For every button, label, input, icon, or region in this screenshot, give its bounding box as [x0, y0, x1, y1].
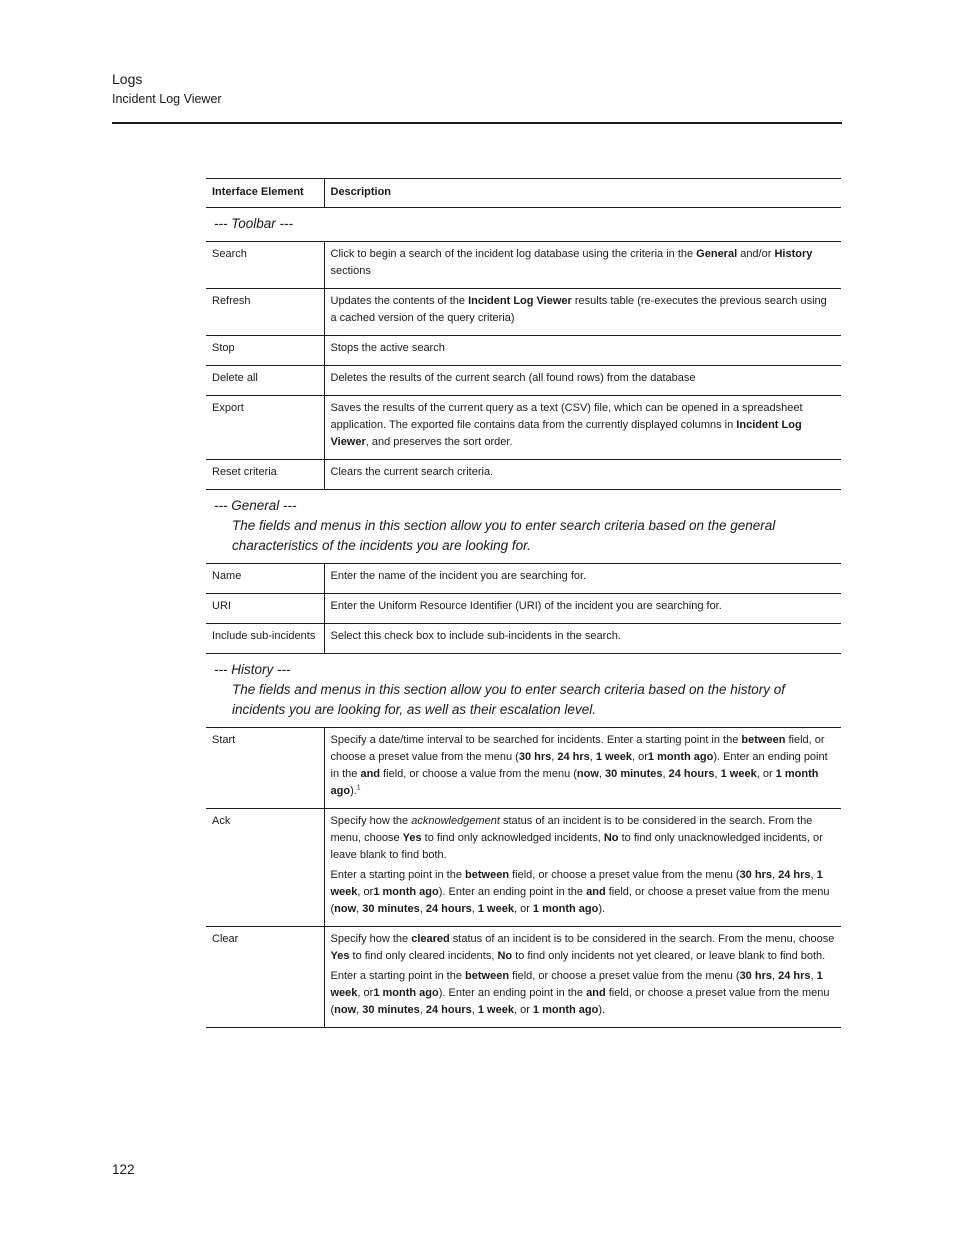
table-row — [206, 594, 841, 624]
column-header-element: Interface Element — [206, 179, 324, 208]
element-name: Stop — [206, 336, 324, 366]
element-description: Clears the current search criteria. — [324, 460, 841, 490]
element-name: Start — [206, 728, 324, 809]
element-name: Clear — [206, 927, 324, 1028]
element-description: Specify a date/time interval to be searched for incidents. Enter a starting point in the between field, or choose a preset value from the menu (30 hrs, 24 hrs, 1 week, or1 month ago). Enter an ending point in the and field, or choose a value from the menu (now, 30 minutes, 24 hours, 1 week, or 1 month ago).$^1$ — [324, 728, 841, 809]
element-description: Deletes the results of the current search (all found rows) from the database — [324, 366, 841, 396]
chapter-title: Logs — [112, 71, 143, 87]
table-row — [206, 728, 841, 809]
element-description: Updates the contents of the Incident Log Viewer results table (re-executes the previous search using a cached version of the query criteria) — [324, 289, 841, 336]
table-row — [206, 624, 841, 654]
page-number: 122 — [112, 1162, 135, 1177]
description-paragraph: Enter a starting point in the between field, or choose a preset value from the menu (30 hrs, 24 hrs, 1 week, or1 month ago). Enter an ending point in the and field, or choose a preset value from the menu (now, 30 minutes, 24 hours, 1 week, or 1 month ago). — [330, 869, 830, 915]
table-row — [206, 396, 841, 460]
table-row — [206, 242, 841, 289]
description-paragraph: Enter a starting point in the between field, or choose a preset value from the menu (30 hrs, 24 hrs, 1 week, or1 month ago). Enter an ending point in the and field, or choose a preset value from the menu (now, 30 minutes, 24 hours, 1 week, or 1 month ago). — [330, 970, 830, 1016]
description-paragraph: Specify how the cleared status of an incident is to be considered in the search. From the menu, choose Yes to find only cleared incidents, No to find only incidents not yet cleared, or leave blank to find both. — [330, 933, 835, 962]
column-header-description: Description — [324, 179, 841, 208]
element-name: Refresh — [206, 289, 324, 336]
element-description: Enter the Uniform Resource Identifier (URI) of the incident you are searching for. — [324, 594, 841, 624]
footnote-ref: 1 — [356, 784, 361, 792]
table-row — [206, 289, 841, 336]
section-row-toolbar — [206, 208, 841, 242]
header-rule — [112, 122, 842, 124]
element-name: Delete all — [206, 366, 324, 396]
section-title-toolbar: --- Toolbar --- — [214, 216, 294, 231]
table-header-row — [206, 179, 841, 208]
section-title-history: --- History --- — [214, 662, 291, 677]
element-description — [324, 809, 841, 927]
element-description: Select this check box to include sub-incidents in the search. — [324, 624, 841, 654]
section-description-general: The fields and menus in this section allow you to enter search criteria based on the general characteristics of the incidents you are looking for. — [232, 518, 776, 553]
section-title-general: --- General --- — [214, 498, 297, 513]
table-row — [206, 564, 841, 594]
table-row — [206, 809, 841, 927]
element-name: Name — [206, 564, 324, 594]
element-description: Click to begin a search of the incident log database using the criteria in the General and/or History sections — [324, 242, 841, 289]
element-name: Include sub-incidents — [206, 624, 324, 654]
section-title: Incident Log Viewer — [112, 92, 222, 106]
table-row — [206, 460, 841, 490]
element-name: URI — [206, 594, 324, 624]
element-description: Stops the active search — [324, 336, 841, 366]
table-row — [206, 927, 841, 1028]
running-header — [112, 70, 222, 109]
table-row — [206, 336, 841, 366]
section-row-general — [206, 490, 841, 564]
table-row — [206, 366, 841, 396]
element-description — [324, 927, 841, 1028]
description-paragraph: Specify how the acknowledgement status of an incident is to be considered in the search. From the menu, choose Yes to find only acknowledged incidents, No to find only unacknowledged incidents, or leave blank to find both. — [330, 815, 823, 861]
element-name: Reset criteria — [206, 460, 324, 490]
section-row-history — [206, 654, 841, 728]
element-description: Saves the results of the current query as a text (CSV) file, which can be opened in a spreadsheet application. The exported file contains data from the currently displayed columns in Incident Log Viewer, and preserves the sort order. — [324, 396, 841, 460]
element-name: Export — [206, 396, 324, 460]
section-description-history: The fields and menus in this section allow you to enter search criteria based on the history of incidents you are looking for, as well as their escalation level. — [232, 682, 786, 717]
interface-elements-table — [206, 178, 841, 1028]
element-name: Search — [206, 242, 324, 289]
element-description: Enter the name of the incident you are searching for. — [324, 564, 841, 594]
element-name: Ack — [206, 809, 324, 927]
